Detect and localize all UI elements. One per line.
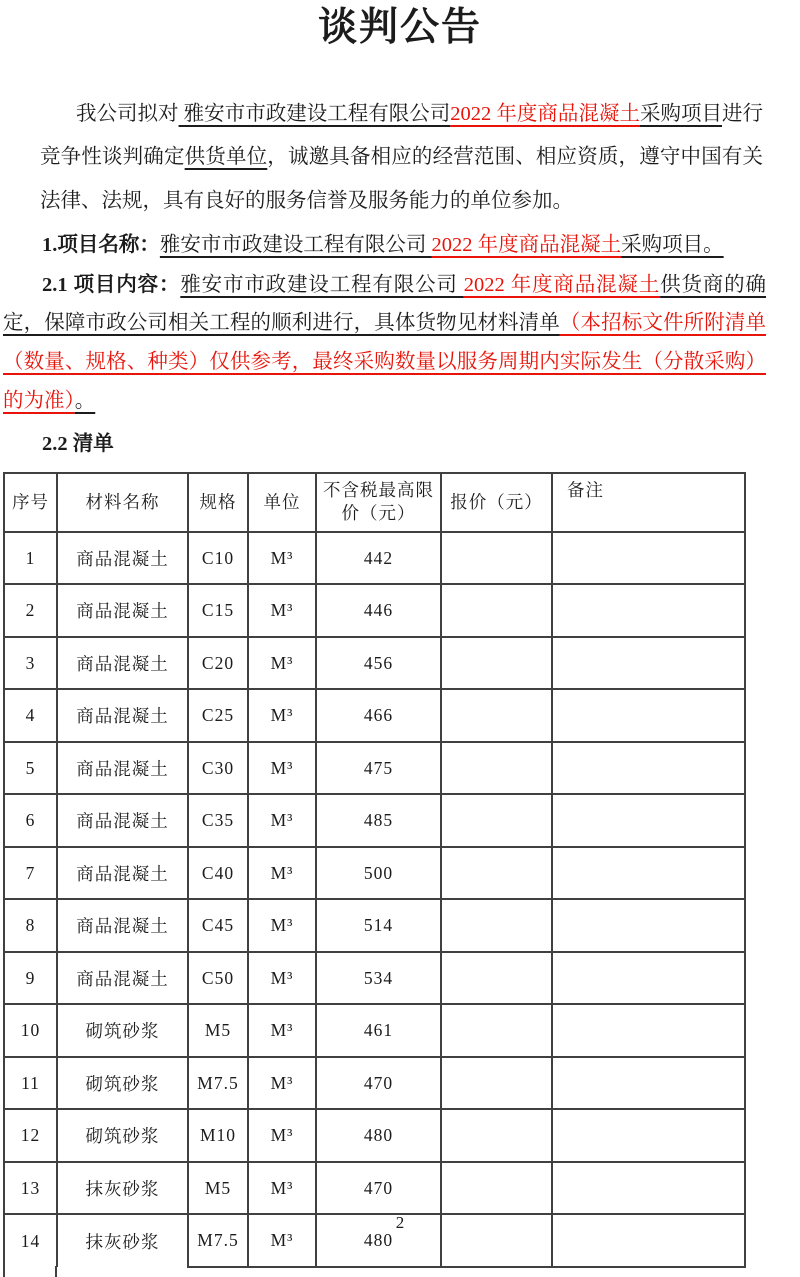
materials-table-wrap (0, 472, 744, 1268)
table-cell: 7 (4, 847, 57, 900)
table-row (4, 584, 745, 637)
table-cell: M³ (248, 847, 316, 900)
table-cell: 446 (316, 584, 441, 637)
table-cell: 461 (316, 1004, 441, 1057)
column-header-max-price: 不含税最高限价（元） (316, 473, 441, 532)
table-cell: M³ (248, 637, 316, 690)
table-row (4, 847, 745, 900)
table-row (4, 1109, 745, 1162)
table-cell: 5 (4, 742, 57, 795)
table-cell: 商品混凝土 (57, 689, 188, 742)
section2-1-period: 。 (74, 389, 96, 412)
table-cell: M5 (188, 1004, 248, 1057)
table-cell: 456 (316, 637, 441, 690)
table-cell (441, 1162, 552, 1215)
page-number: 2 (395, 1213, 405, 1232)
table-cell: M³ (248, 794, 316, 847)
table-cell: C40 (188, 847, 248, 900)
table-row (4, 794, 745, 847)
intro-tail: ，诚邀具备相应的经营范围、相应资质，遵守中国有关法律、法规，具有良好的服务信誉及服务能力的单位参加。 (40, 146, 764, 212)
table-cell (552, 584, 745, 637)
section2-1-red-note: （本招标文件所附清单（数量、规格、种类）仅供参考，最终采购数量以服务周期内实际发生（分散采购）的为准） (3, 312, 766, 412)
table-cell: 商品混凝土 (57, 952, 188, 1005)
table-cell: 480 (316, 1214, 441, 1267)
table-cell: M10 (188, 1109, 248, 1162)
table-cell (441, 794, 552, 847)
table-cell: 14 (4, 1214, 57, 1267)
table-cell (441, 532, 552, 585)
section1-tail: 采购项目。 (621, 234, 724, 257)
table-cell: 9 (4, 952, 57, 1005)
table-header-row (4, 473, 745, 532)
table-cell (441, 742, 552, 795)
table-cell: 470 (316, 1162, 441, 1215)
table-cell: 商品混凝土 (57, 742, 188, 795)
table-cell: M³ (248, 952, 316, 1005)
section2-1-red: 2022 年度商品混凝土 (463, 273, 661, 296)
table-cell: 475 (316, 742, 441, 795)
table-cell (552, 847, 745, 900)
table-cell (441, 584, 552, 637)
table-cell (552, 1057, 745, 1110)
table-cell: 534 (316, 952, 441, 1005)
table-cell: M³ (248, 1109, 316, 1162)
section2-1-mid: 供货商的确定，保障市政公司相关工程的顺利进行，具体货物见材料清单 (3, 273, 766, 335)
table-cell: 抹灰砂浆 (57, 1214, 188, 1267)
table-cell (552, 637, 745, 690)
table-cell: 1 (4, 532, 57, 585)
section1-label: 1.项目名称： (42, 234, 160, 257)
table-cell: 砌筑砂浆 (57, 1057, 188, 1110)
section-list-heading: 2.2 清单 (42, 433, 114, 456)
table-cell (441, 689, 552, 742)
table-cell: M5 (188, 1162, 248, 1215)
table-row (4, 742, 745, 795)
table-cell (552, 1004, 745, 1057)
intro-lead: 我公司拟对 (76, 102, 179, 125)
table-cell: 抹灰砂浆 (57, 1162, 188, 1215)
table-cell: 2 (4, 584, 57, 637)
table-cell: M7.5 (188, 1057, 248, 1110)
column-header-material: 材料名称 (57, 473, 188, 532)
column-header-unit: 单位 (248, 473, 316, 532)
materials-table (3, 472, 746, 1268)
table-cell: M7.5 (188, 1214, 248, 1267)
table-cell (552, 952, 745, 1005)
table-cell: C10 (188, 532, 248, 585)
table-cell: 商品混凝土 (57, 637, 188, 690)
table-cell (441, 899, 552, 952)
table-cell: C50 (188, 952, 248, 1005)
table-cell: 商品混凝土 (57, 847, 188, 900)
table-row (4, 899, 745, 952)
section2-1-company: 雅安市市政建设工程有限公司 (180, 273, 464, 296)
column-header-index: 序号 (4, 473, 57, 532)
section-project-name (42, 228, 766, 263)
table-cell: C15 (188, 584, 248, 637)
column-header-quote: 报价（元） (441, 473, 552, 532)
table-cell: 砌筑砂浆 (57, 1004, 188, 1057)
table-cell (441, 847, 552, 900)
table-cell: 砌筑砂浆 (57, 1109, 188, 1162)
table-cell: 4 (4, 689, 57, 742)
table-row (4, 637, 745, 690)
table-cell: M³ (248, 584, 316, 637)
materials-table-body (4, 532, 745, 1267)
table-cell: 466 (316, 689, 441, 742)
intro-mid: 进行竞争性谈判确定 (40, 102, 764, 169)
table-cell (552, 794, 745, 847)
table-cell: C25 (188, 689, 248, 742)
table-cell (441, 952, 552, 1005)
table-cell: 商品混凝土 (57, 899, 188, 952)
table-cell: 商品混凝土 (57, 584, 188, 637)
table-cell (441, 1109, 552, 1162)
table-row (4, 1057, 745, 1110)
table-cell: C30 (188, 742, 248, 795)
intro-supplier: 供货单位 (184, 146, 268, 169)
table-cell: M³ (248, 1004, 316, 1057)
table-cell (441, 1057, 552, 1110)
intro-company: 雅安市市政建设工程有限公司 (178, 102, 451, 125)
intro-paragraph (40, 93, 763, 223)
table-cell: C20 (188, 637, 248, 690)
table-cell (441, 637, 552, 690)
table-cell: 10 (4, 1004, 57, 1057)
document-page (0, 4, 800, 1252)
table-cell: M³ (248, 899, 316, 952)
table-cell: 3 (4, 637, 57, 690)
table-cell: 514 (316, 899, 441, 952)
table-cell (552, 742, 745, 795)
section-project-content (3, 266, 766, 420)
table-cell: M³ (248, 689, 316, 742)
table-cell: 8 (4, 899, 57, 952)
page-cut-border-tick (3, 1266, 5, 1277)
table-cell: 11 (4, 1057, 57, 1110)
column-header-spec: 规格 (188, 473, 248, 532)
table-row (4, 952, 745, 1005)
table-row (4, 1162, 745, 1215)
section2-1-label: 2.1 项目内容： (42, 273, 181, 296)
page-cut-border-tick (55, 1266, 57, 1277)
section1-company: 雅安市市政建设工程有限公司 (159, 234, 432, 257)
table-cell: M³ (248, 532, 316, 585)
table-row (4, 532, 745, 585)
table-cell: 500 (316, 847, 441, 900)
table-row (4, 1004, 745, 1057)
intro-project-red: 2022 年度商品混凝土 (450, 102, 640, 125)
table-cell: C45 (188, 899, 248, 952)
section1-red: 2022 年度商品混凝土 (431, 234, 622, 257)
table-cell: M³ (248, 1057, 316, 1110)
table-row (4, 689, 745, 742)
table-cell: 485 (316, 794, 441, 847)
table-cell: 商品混凝土 (57, 794, 188, 847)
table-cell (552, 899, 745, 952)
intro-purchase: 采购项目 (639, 102, 722, 125)
table-cell: 13 (4, 1162, 57, 1215)
table-cell: 470 (316, 1057, 441, 1110)
page-title: 谈判公告 (317, 6, 482, 49)
column-header-remark: 备注 (552, 473, 745, 532)
table-cell: M³ (248, 742, 316, 795)
table-cell (552, 532, 745, 585)
table-cell: 商品混凝土 (57, 532, 188, 585)
table-cell: 480 (316, 1109, 441, 1162)
table-cell (552, 1109, 745, 1162)
table-cell (552, 689, 745, 742)
table-cell: M³ (248, 1214, 316, 1267)
table-cell: 442 (316, 532, 441, 585)
table-cell: 6 (4, 794, 57, 847)
table-cell: 12 (4, 1109, 57, 1162)
table-cell (441, 1004, 552, 1057)
table-cell: M³ (248, 1162, 316, 1215)
table-cell (552, 1162, 745, 1215)
table-cell: C35 (188, 794, 248, 847)
